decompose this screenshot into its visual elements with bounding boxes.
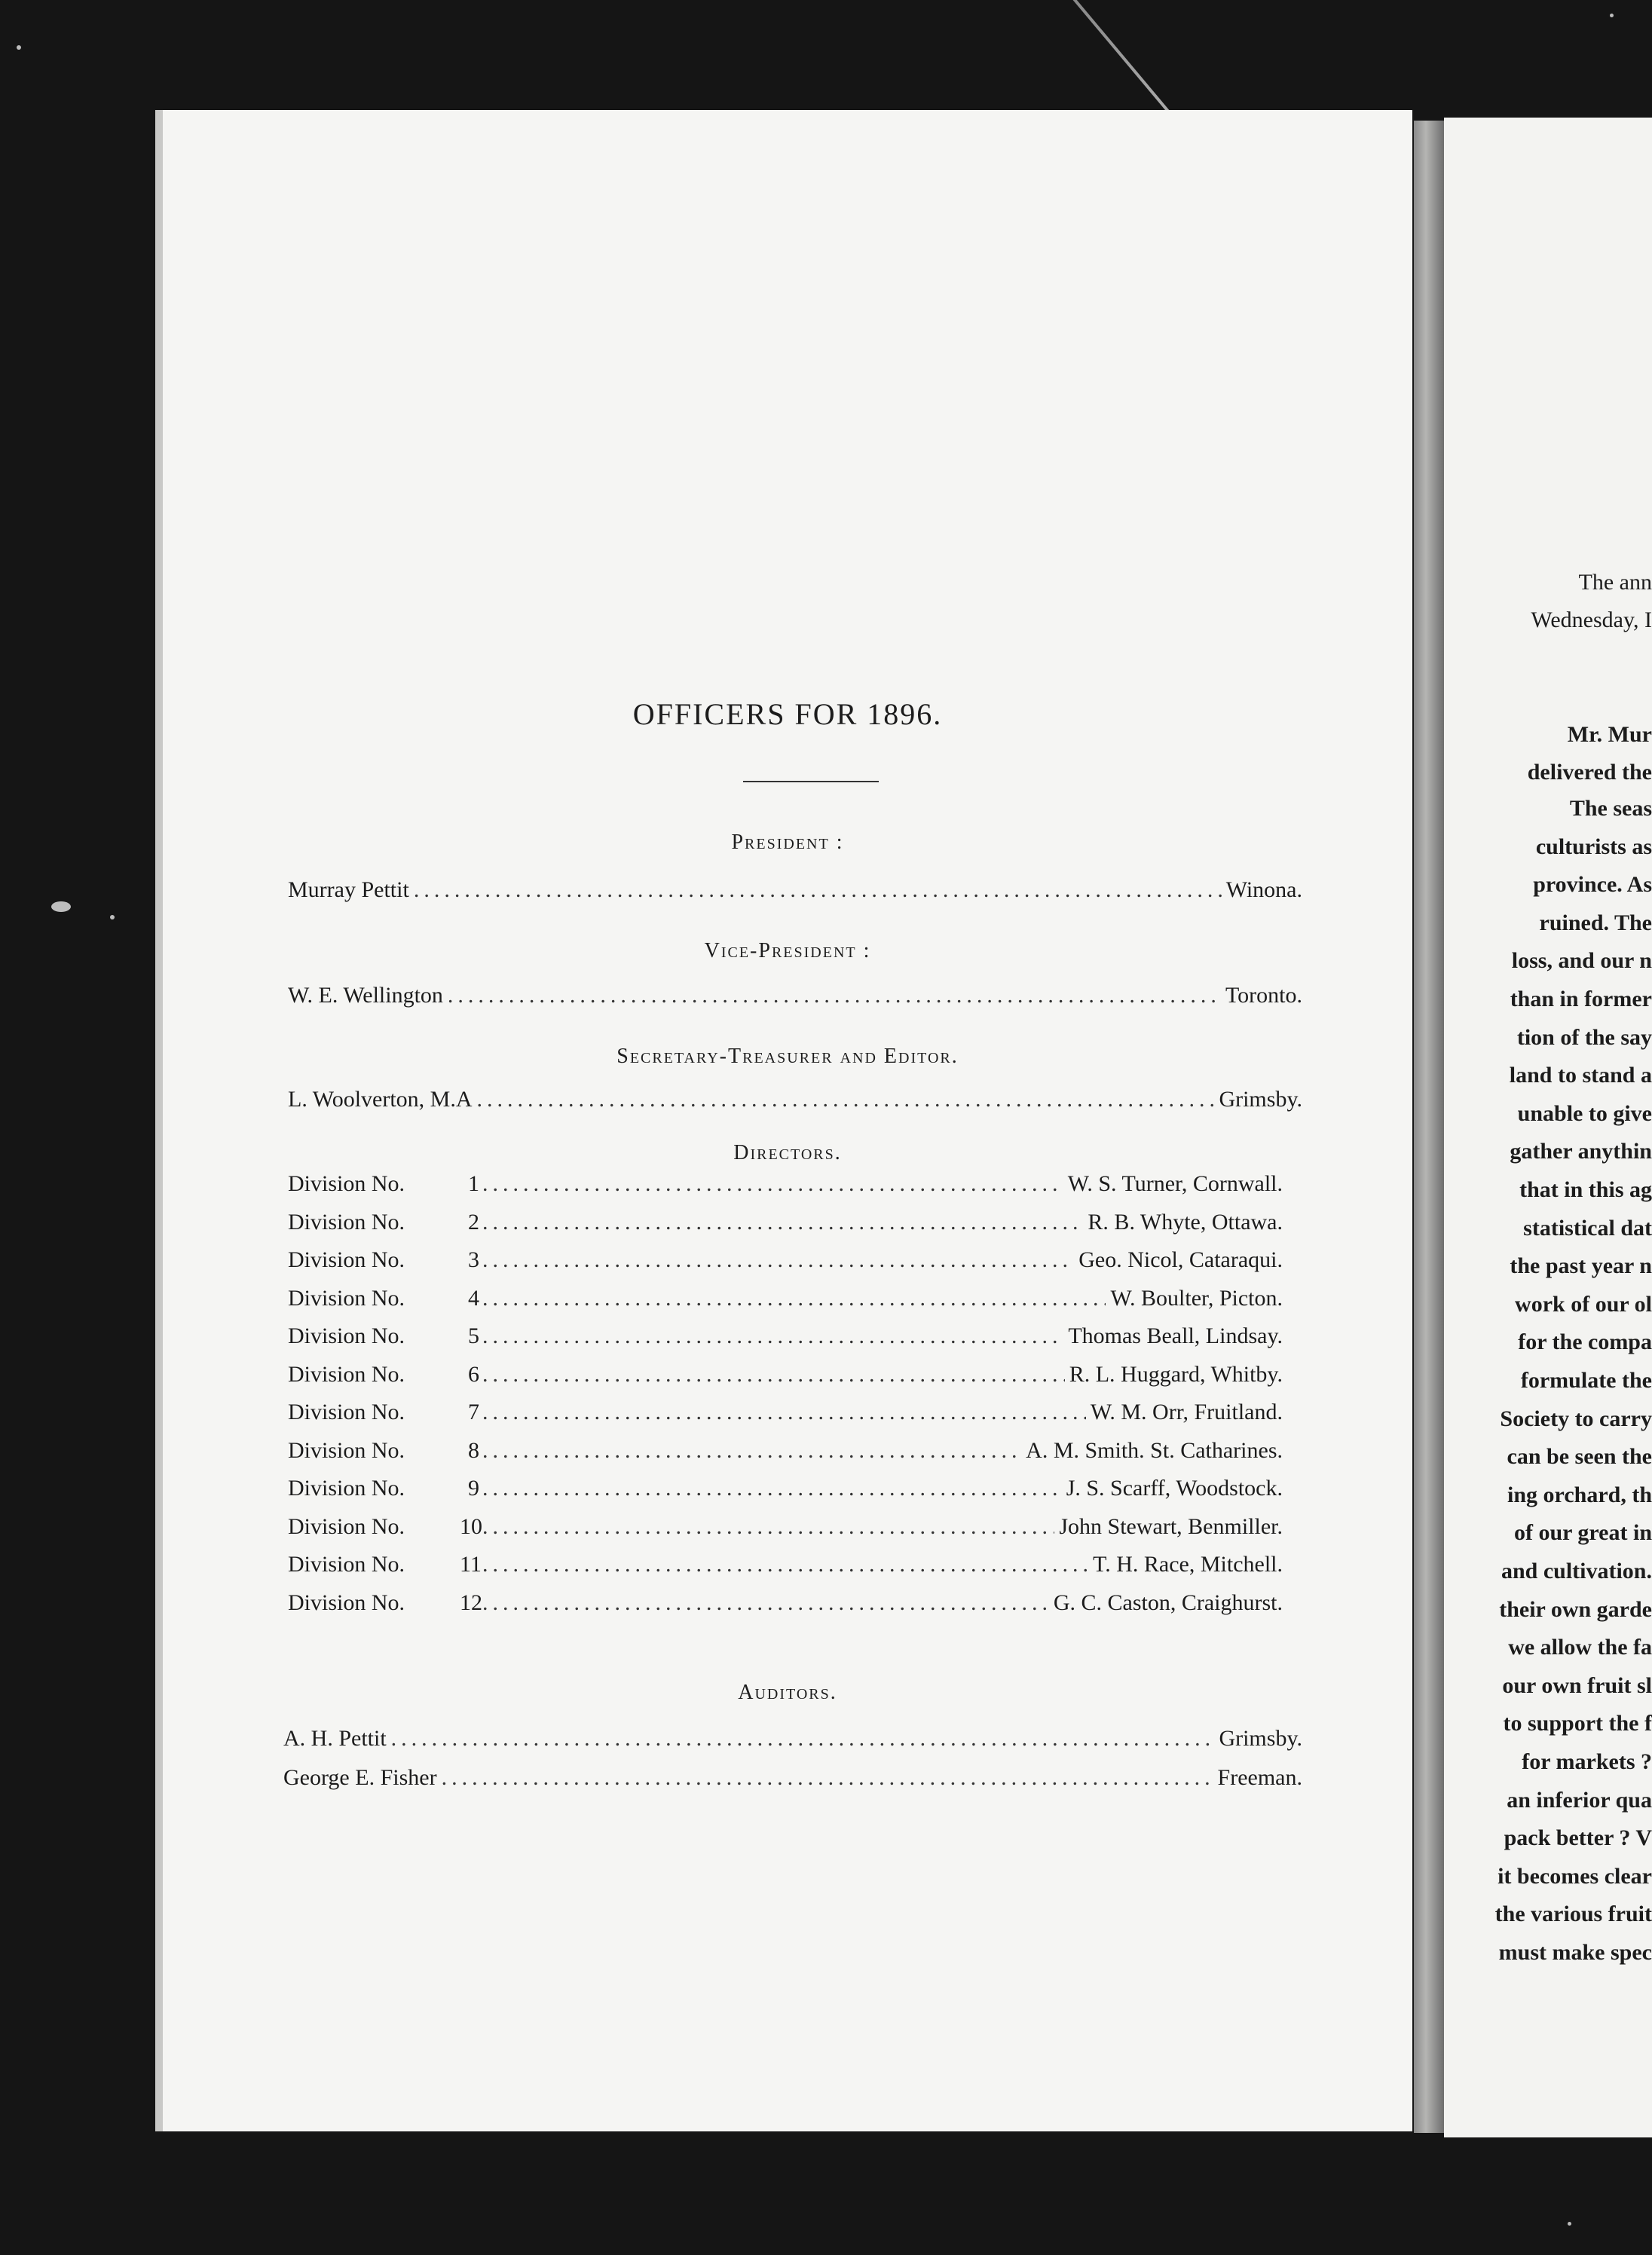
right-page-line: must make spec [1498,1940,1652,1965]
left-page [155,110,1412,2131]
dust-speck [51,901,71,912]
division-label: Division No. [288,1323,405,1348]
page-title: OFFICERS FOR 1896. [632,697,943,731]
right-page-line: that in this ag [1519,1177,1652,1202]
director-row [288,1476,1283,1501]
right-page-line: of our great in [1513,1520,1652,1545]
director-name: W. S. Turner, Cornwall. [1067,1171,1283,1196]
auditor-name: A. H. Pettit [283,1726,387,1751]
dust-speck [1568,2222,1571,2226]
division-number: 8 [468,1438,479,1463]
right-page-line: Society to carry [1500,1406,1652,1431]
right-page-line: we allow the fa [1508,1635,1652,1660]
president-place: Winona. [1225,877,1302,902]
leader-dots [482,1400,1086,1425]
director-row [288,1590,1283,1616]
right-page-line: pack better ? V [1504,1825,1652,1850]
division-number: 3 [468,1247,479,1272]
right-page-line: work of our ol [1515,1292,1652,1317]
right-page-line: statistical dat [1523,1216,1652,1241]
director-row [288,1286,1283,1311]
division-label: Division No. [288,1438,405,1463]
dust-speck [1610,14,1614,17]
right-page-line: to support the f [1503,1711,1652,1736]
director-name: A. M. Smith. St. Catharines. [1026,1438,1283,1463]
right-page-line: province. As [1533,872,1652,897]
director-name: Geo. Nicol, Cataraqui. [1078,1247,1283,1272]
secretary-place: Grimsby. [1219,1087,1302,1112]
right-page [1444,118,1652,2137]
division-label: Division No. [288,1552,405,1577]
leader-dots [482,1438,1021,1464]
leader-dots [442,1765,1213,1791]
leader-dots [482,1590,1049,1616]
title-rule [743,781,879,782]
division-label: Division No. [288,1476,405,1501]
director-row [288,1514,1283,1540]
director-row [288,1362,1283,1388]
director-name: T. H. Race, Mitchell. [1093,1552,1283,1577]
right-page-line: can be seen the [1507,1444,1652,1469]
director-row [288,1171,1283,1197]
vice-president-name: W. E. Wellington [288,983,443,1008]
division-number: 7 [468,1400,479,1424]
division-number: 11 [460,1552,482,1577]
division-label: Division No. [288,1590,405,1615]
right-page-line: for the compa [1518,1329,1652,1354]
director-name: R. L. Huggard, Whitby. [1069,1362,1283,1387]
right-page-line: Mr. Mur [1567,722,1652,747]
director-name: R. B. Whyte, Ottawa. [1088,1210,1283,1235]
auditor-name: George E. Fisher [283,1765,437,1790]
division-label: Division No. [288,1286,405,1311]
right-page-line: it becomes clear [1498,1864,1652,1889]
right-page-line: Wednesday, I [1531,607,1652,632]
president-heading: President : [731,831,844,854]
leader-dots [414,877,1222,903]
right-page-line: our own fruit sl [1502,1673,1652,1698]
right-page-line: loss, and our n [1511,948,1652,973]
auditor-place: Grimsby. [1219,1726,1302,1751]
director-name: J. S. Scarff, Woodstock. [1066,1476,1283,1501]
director-row [288,1210,1283,1235]
secretary-heading: Secretary-Treasurer and Editor. [616,1045,959,1068]
dust-speck [110,915,115,919]
right-page-line: The seas [1569,796,1652,821]
right-page-line: gather anythin [1510,1139,1652,1164]
division-number: 4 [468,1286,479,1311]
right-page-line: The ann [1578,570,1652,595]
leader-dots [482,1476,1062,1501]
right-page-line: for markets ? [1522,1749,1652,1774]
division-number: 2 [468,1210,479,1235]
right-page-line: their own garde [1499,1597,1652,1622]
division-label: Division No. [288,1210,405,1235]
leader-dots [482,1514,1054,1540]
leader-dots [482,1171,1063,1197]
right-page-line: delivered the [1527,760,1652,785]
leader-dots [482,1362,1065,1388]
president-entry [288,877,1302,903]
division-number: 5 [468,1323,479,1348]
leader-dots [482,1247,1074,1273]
director-row [288,1552,1283,1577]
secretary-name: L. Woolverton, M.A [288,1087,473,1112]
division-label: Division No. [288,1247,405,1272]
division-number: 6 [468,1362,479,1387]
director-name: John Stewart, Benmiller. [1059,1514,1283,1539]
right-page-line: ing orchard, th [1507,1482,1652,1507]
division-label: Division No. [288,1362,405,1387]
right-page-line: than in former [1510,987,1652,1011]
leader-dots [482,1210,1083,1235]
director-row [288,1247,1283,1273]
right-page-line: culturists as [1535,834,1652,859]
division-number: 12 [460,1590,482,1615]
right-page-line: formulate the [1520,1368,1652,1393]
dust-speck [17,45,21,50]
book-gutter [1414,121,1444,2133]
vice-president-entry [288,983,1302,1008]
auditor-entry [283,1765,1302,1791]
division-number: 1 [468,1171,479,1196]
division-number: 9 [468,1476,479,1501]
right-page-line: the past year n [1510,1253,1652,1278]
directors-heading: Directors. [733,1141,842,1164]
secretary-entry [288,1087,1302,1112]
right-page-line: ruined. The [1539,910,1652,935]
auditor-entry [283,1726,1302,1752]
auditor-place: Freeman. [1217,1765,1302,1790]
right-page-line: an inferior qua [1507,1788,1652,1813]
leader-dots [482,1286,1106,1311]
right-page-line: and cultivation. [1501,1559,1652,1583]
vice-president-heading: Vice-President : [704,939,871,962]
leader-dots [482,1552,1088,1577]
division-label: Division No. [288,1514,405,1539]
right-page-line: the various fruit [1494,1902,1652,1926]
director-name: Thomas Beall, Lindsay. [1068,1323,1283,1348]
division-label: Division No. [288,1171,405,1196]
division-label: Division No. [288,1400,405,1424]
auditors-heading: Auditors. [738,1681,837,1704]
vice-president-place: Toronto. [1225,983,1302,1008]
leader-dots [391,1726,1215,1752]
director-name: W. Boulter, Picton. [1110,1286,1283,1311]
director-row [288,1400,1283,1425]
right-page-line: tion of the say [1516,1025,1652,1050]
right-page-line: unable to give [1517,1101,1652,1126]
director-row [288,1323,1283,1349]
director-name: W. M. Orr, Fruitland. [1090,1400,1283,1424]
director-row [288,1438,1283,1464]
leader-dots [482,1323,1063,1349]
right-page-line: land to stand a [1509,1063,1652,1088]
director-name: G. C. Caston, Craighurst. [1053,1590,1283,1615]
leader-dots [448,983,1221,1008]
leader-dots [477,1087,1215,1112]
president-name: Murray Pettit [288,877,409,902]
division-number: 10 [460,1514,482,1539]
